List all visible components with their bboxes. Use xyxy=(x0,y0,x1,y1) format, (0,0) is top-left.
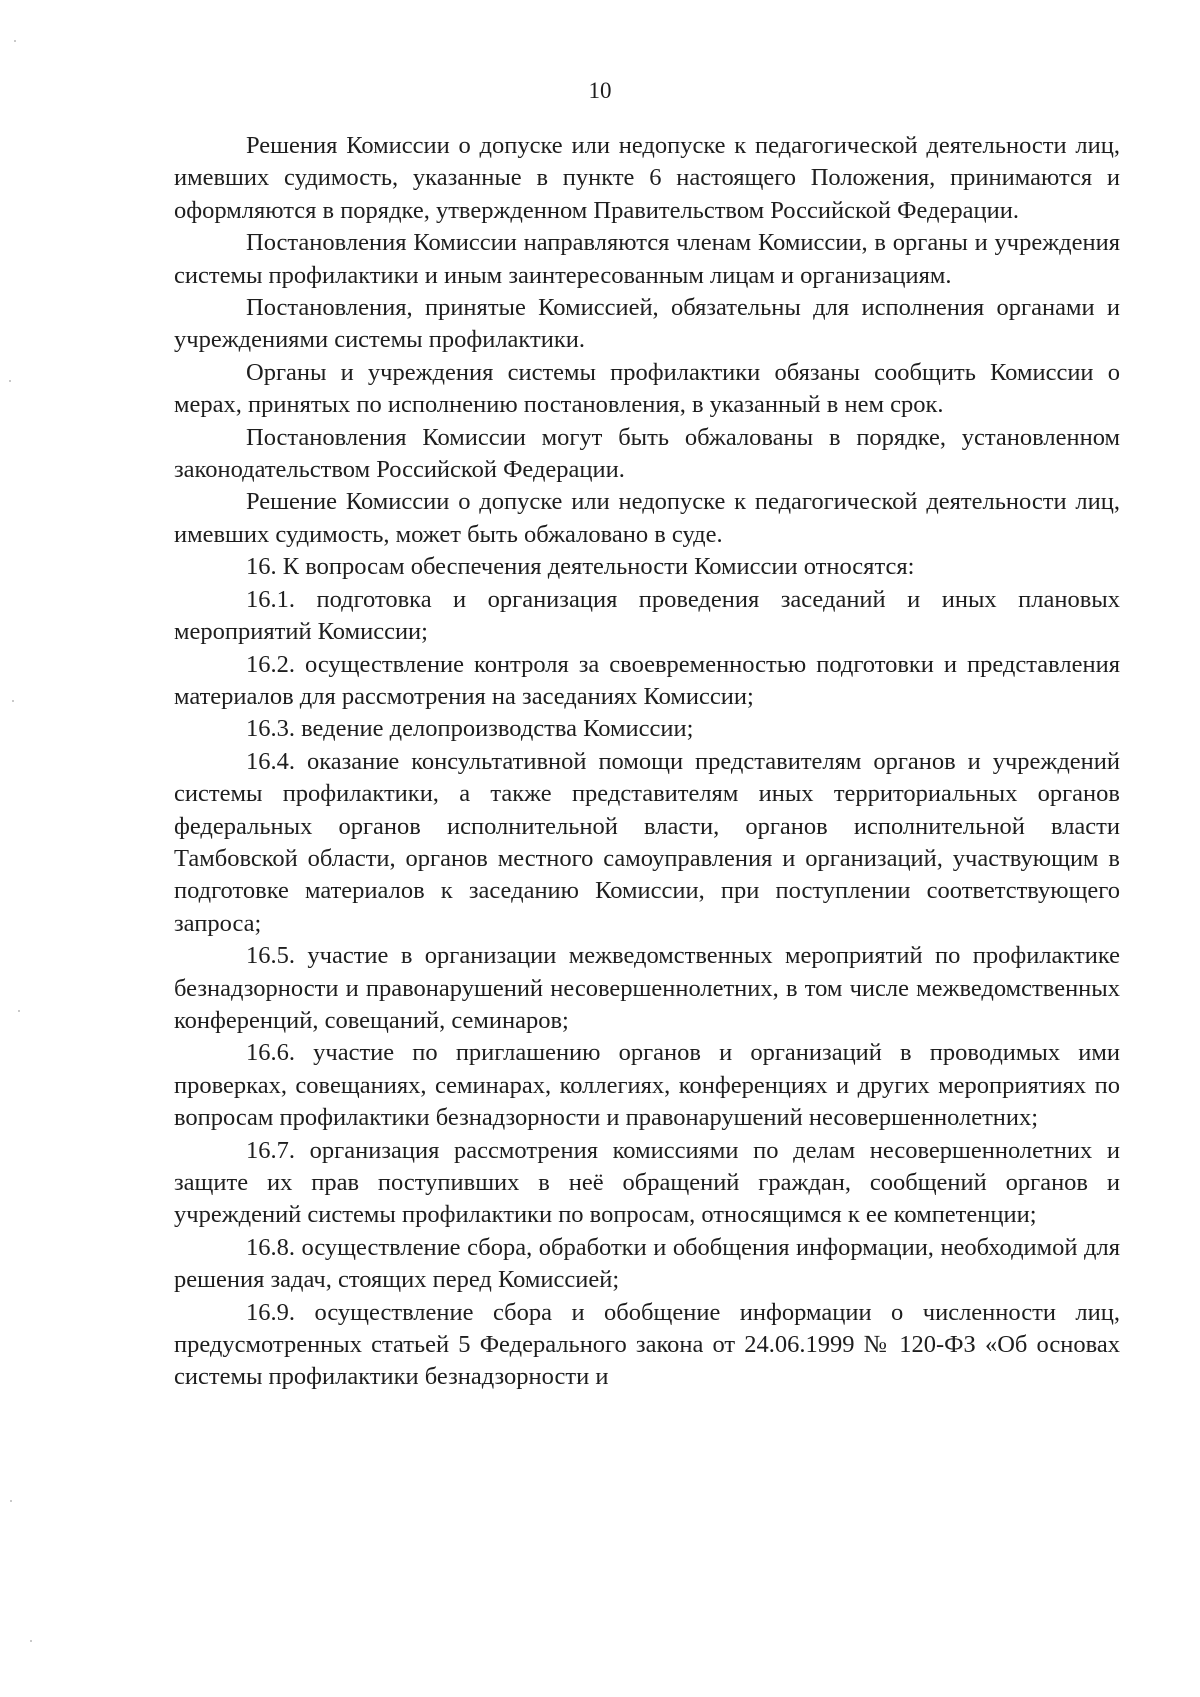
scan-artifact xyxy=(14,40,16,42)
list-item-16-9: 16.9. осуществление сбора и обобщение информации о численности лиц, предусмотренных статьей 5 Федерального закона от 24.06.1999 № 120-ФЗ «Об основах системы профилактики безнадзорности и xyxy=(174,1298,1120,1391)
paragraph: Органы и учреждения системы профилактики обязаны сообщить Комиссии о мерах, принятых по исполнению постановления, в указанный в нем срок. xyxy=(174,358,1120,419)
list-item-16-3: 16.3. ведение делопроизводства Комиссии; xyxy=(246,715,694,743)
list-item-16-1: 16.1. подготовка и организация проведения заседаний и иных плановых мероприятий Комиссии; xyxy=(174,585,1120,646)
list-item-16-6: 16.6. участие по приглашению органов и организаций в проводимых ими проверках, совещаниях, семинарах, коллегиях, конференциях и других мероприятиях по вопросам профилактики безнадзорности и правонарушений несовершеннолетних; xyxy=(174,1039,1120,1132)
paragraph: Решения Комиссии о допуске или недопуске к педагогической деятельности лиц, имевших судимость, указанные в пункте 6 настоящего Положения, принимаются и оформляются в порядке, утвержденном Правительством Российской Федерации. xyxy=(174,132,1120,224)
scan-artifact xyxy=(12,700,14,702)
list-item-16-8: 16.8. осуществление сбора, обработки и обобщения информации, необходимой для решения задач, стоящих перед Комиссией; xyxy=(174,1233,1120,1294)
scan-artifact xyxy=(9,380,11,382)
list-item-16-5: 16.5. участие в организации межведомственных мероприятий по профилактике безнадзорности и правонарушений несовершеннолетних, в том числе межведомственных конференций, совещаний, семинаров; xyxy=(174,942,1120,1034)
paragraph: Постановления Комиссии могут быть обжалованы в порядке, установленном законодательством Российской Федерации. xyxy=(174,423,1120,484)
scan-artifact xyxy=(18,1010,20,1012)
page-number: 10 xyxy=(588,78,612,103)
paragraph: Постановления Комиссии направляются членам Комиссии, в органы и учреждения системы профилактики и иным заинтересованным лицам и организациям. xyxy=(174,229,1120,289)
list-item-16-4: 16.4. оказание консультативной помощи представителям органов и учреждений системы профилактики, а также представителям иных территориальных органов федеральных органов исполнительной власти, органов исполнительной власти Тамбовской области, органов местного самоуправления и организаций, участвующим в подготовке материалов к заседанию Комиссии, при поступлении соответствующего запроса; xyxy=(174,747,1120,937)
scan-artifact xyxy=(10,1500,12,1502)
section-heading-16: 16. К вопросам обеспечения деятельности Комиссии относятся: xyxy=(246,553,915,581)
list-item-16-2: 16.2. осуществление контроля за своевременностью подготовки и представления материалов для рассмотрения на заседаниях Комиссии; xyxy=(174,650,1120,710)
paragraph: Решение Комиссии о допуске или недопуске к педагогической деятельности лиц, имевших судимость, может быть обжаловано в суде. xyxy=(174,488,1120,548)
list-item-16-7: 16.7. организация рассмотрения комиссиями по делам несовершеннолетних и защите их прав поступивших в неё обращений граждан, сообщений органов и учреждений системы профилактики по вопросам, относящимся к ее компетенции; xyxy=(174,1136,1120,1229)
paragraph: Постановления, принятые Комиссией, обязательны для исполнения органами и учреждениями системы профилактики. xyxy=(174,294,1120,354)
scan-artifact xyxy=(30,1640,32,1642)
document-body xyxy=(174,130,1120,1394)
